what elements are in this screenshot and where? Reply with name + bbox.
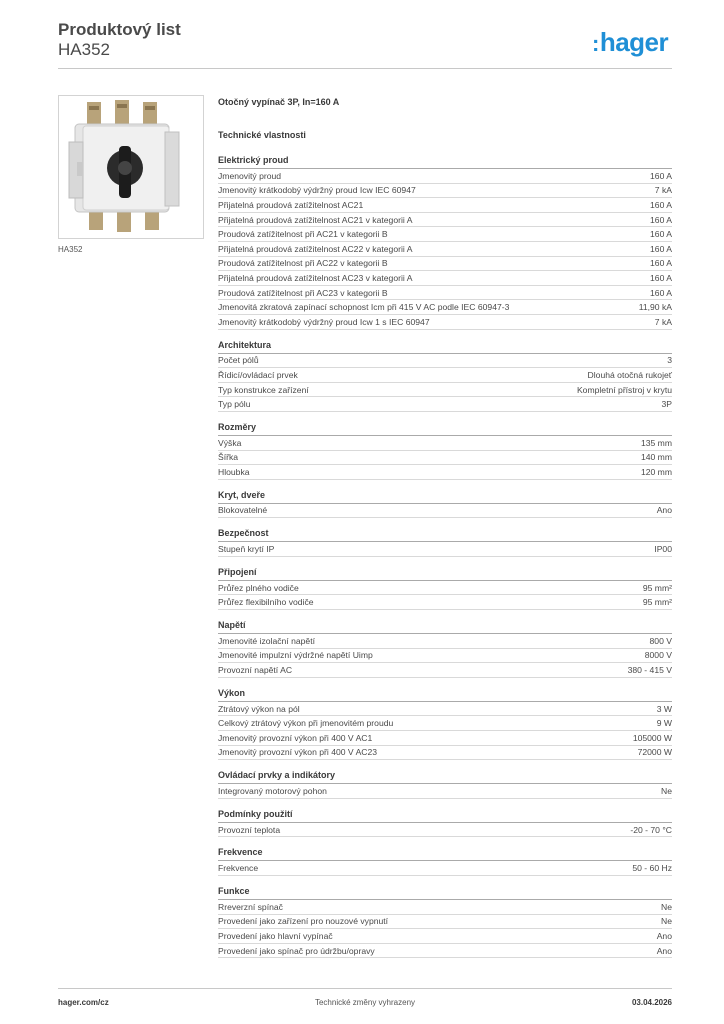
spec-row: [218, 784, 672, 799]
section-title: Elektrický proud: [218, 143, 672, 169]
spec-row: [218, 663, 672, 678]
spec-value: 105000 W: [632, 732, 672, 743]
spec-row: [218, 451, 672, 466]
spec-row: [218, 184, 672, 199]
section-title: Architektura: [218, 330, 672, 354]
spec-value: 160 A: [650, 229, 672, 240]
spec-label: Počet pólů: [218, 355, 259, 366]
spec-value: Ano: [656, 505, 672, 516]
spec-value: 135 mm: [640, 437, 672, 448]
product-image: [58, 95, 204, 239]
switch-illustration-icon: [59, 96, 203, 238]
spec-row: [218, 542, 672, 557]
spec-label: Proudová zatížitelnost při AC21 v kategorii B: [218, 229, 388, 240]
spec-label: Výška: [218, 437, 242, 448]
spec-label: Jmenovité izolační napětí: [218, 635, 315, 646]
spec-label: Přijatelná proudová zatížitelnost AC21 v kategorii A: [218, 214, 413, 225]
hager-logo: [592, 28, 668, 58]
footer-date: 03.04.2026: [631, 998, 672, 1007]
logo-text: hager: [599, 27, 669, 57]
spec-row: [218, 368, 672, 383]
spec-row: [218, 944, 672, 959]
spec-value: 140 mm: [640, 452, 672, 463]
spec-value: 11,90 kA: [638, 302, 672, 313]
spec-row: [218, 213, 672, 228]
spec-row: [218, 716, 672, 731]
spec-row: [218, 823, 672, 838]
section-title: Podmínky použití: [218, 799, 672, 823]
product-description: Otočný vypínač 3P, In=160 A: [218, 97, 340, 107]
section-title: Kryt, dveře: [218, 480, 672, 504]
spec-label: Průřez flexibilního vodiče: [218, 597, 314, 608]
section-title: Rozměry: [218, 412, 672, 436]
spec-value: 800 V: [649, 635, 672, 646]
spec-row: [218, 595, 672, 610]
spec-row: [218, 315, 672, 330]
spec-label: Proudová zatížitelnost při AC22 v kategorii B: [218, 258, 388, 269]
spec-value: 7 kA: [654, 316, 672, 327]
spec-label: Blokovatelné: [218, 505, 268, 516]
section-title: Ovládací prvky a indikátory: [218, 760, 672, 784]
spec-value: -20 - 70 °C: [630, 824, 672, 835]
spec-value: 160 A: [650, 170, 672, 181]
spec-value: 9 W: [656, 718, 672, 729]
spec-label: Šířka: [218, 452, 239, 463]
footer-divider: [58, 988, 672, 989]
spec-row: [218, 746, 672, 761]
spec-row: [218, 300, 672, 315]
spec-value: 160 A: [650, 214, 672, 225]
spec-row: [218, 929, 672, 944]
spec-value: 380 - 415 V: [627, 665, 672, 676]
spec-value: 8000 V: [644, 650, 672, 661]
page-title: Produktový list: [58, 20, 181, 39]
spec-label: Jmenovitá zkratová zapínací schopnost Icm při 415 V AC podle IEC 60947-3: [218, 302, 510, 313]
spec-value: Ano: [656, 930, 672, 941]
spec-label: Rreverzní spínač: [218, 901, 283, 912]
spec-row: [218, 504, 672, 519]
spec-value: Ne: [661, 916, 672, 927]
spec-value: 160 A: [650, 199, 672, 210]
spec-label: Jmenovitý proud: [218, 170, 282, 181]
spec-row: [218, 383, 672, 398]
technical-features-heading: Technické vlastnosti: [218, 130, 306, 140]
spec-label: Frekvence: [218, 863, 259, 874]
spec-label: Přijatelná proudová zatížitelnost AC23 v kategorii A: [218, 272, 413, 283]
spec-label: Jmenovitý provozní výkon při 400 V AC23: [218, 747, 378, 758]
spec-label: Ztrátový výkon na pól: [218, 703, 300, 714]
spec-content: [218, 96, 672, 958]
page-header: [58, 20, 181, 60]
spec-row: [218, 242, 672, 257]
logo-colon-icon: :: [592, 31, 599, 56]
spec-row: [218, 354, 672, 369]
spec-label: Přijatelná proudová zatížitelnost AC22 v kategorii A: [218, 243, 413, 254]
footer-note: Technické změny vyhrazeny: [314, 998, 416, 1007]
section-title: Bezpečnost: [218, 518, 672, 542]
section-title: Frekvence: [218, 837, 672, 861]
spec-label: Jmenovitý krátkodobý výdržný proud Icw IEC 60947: [218, 185, 416, 196]
spec-value: Dlouhá otočná rukojeť: [587, 369, 672, 380]
spec-row: [218, 286, 672, 301]
spec-value: 120 mm: [640, 466, 672, 477]
spec-row: [218, 227, 672, 242]
spec-row: [218, 649, 672, 664]
spec-value: 3 W: [656, 703, 672, 714]
spec-row: [218, 397, 672, 412]
spec-value: 72000 W: [637, 747, 672, 758]
image-caption: HA352: [58, 245, 83, 254]
spec-value: 50 - 60 Hz: [632, 863, 672, 874]
spec-label: Provozní teplota: [218, 824, 281, 835]
spec-value: 3P: [661, 399, 672, 410]
spec-label: Průřez plného vodiče: [218, 582, 299, 593]
spec-value: Ano: [656, 945, 672, 956]
spec-row: [218, 198, 672, 213]
spec-label: Typ pólu: [218, 399, 251, 410]
spec-label: Jmenovité impulzní výdržné napětí Uimp: [218, 650, 373, 661]
spec-value: Ne: [661, 901, 672, 912]
spec-value: IP00: [654, 544, 672, 555]
header-divider: [58, 68, 672, 69]
spec-row: [218, 257, 672, 272]
spec-label: Proudová zatížitelnost při AC23 v kategorii B: [218, 287, 388, 298]
spec-row: [218, 581, 672, 596]
spec-row: [218, 915, 672, 930]
spec-row: [218, 731, 672, 746]
spec-label: Integrovaný motorový pohon: [218, 786, 327, 797]
spec-row: [218, 634, 672, 649]
section-title: Výkon: [218, 678, 672, 702]
spec-label: Hloubka: [218, 466, 250, 477]
spec-label: Provedení jako hlavní vypínač: [218, 930, 333, 941]
spec-label: Jmenovitý provozní výkon při 400 V AC1: [218, 732, 373, 743]
spec-row: [218, 436, 672, 451]
spec-row: [218, 702, 672, 717]
spec-label: Provedení jako zařízení pro nouzové vypnutí: [218, 916, 389, 927]
section-title: Připojení: [218, 557, 672, 581]
product-code: HA352: [58, 40, 110, 59]
spec-value: 160 A: [650, 272, 672, 283]
spec-sections: [218, 143, 672, 958]
spec-value: Kompletní přístroj v krytu: [576, 384, 672, 395]
spec-label: Přijatelná proudová zatížitelnost AC21: [218, 199, 364, 210]
spec-row: [218, 271, 672, 286]
spec-row: [218, 465, 672, 480]
spec-label: Řídicí/ovládací prvek: [218, 369, 298, 380]
spec-value: 160 A: [650, 287, 672, 298]
spec-label: Provedení jako spínač pro údržbu/opravy: [218, 945, 375, 956]
section-title: Funkce: [218, 876, 672, 900]
spec-value: 160 A: [650, 258, 672, 269]
section-title: Napětí: [218, 610, 672, 634]
spec-label: Celkový ztrátový výkon při jmenovitém proudu: [218, 718, 394, 729]
spec-label: Stupeň krytí IP: [218, 544, 275, 555]
spec-value: 7 kA: [654, 185, 672, 196]
spec-row: [218, 169, 672, 184]
spec-row: [218, 900, 672, 915]
spec-value: 95 mm²: [642, 582, 672, 593]
spec-label: Typ konstrukce zařízení: [218, 384, 309, 395]
spec-value: Ne: [661, 786, 672, 797]
spec-row: [218, 861, 672, 876]
spec-value: 95 mm²: [642, 597, 672, 608]
footer-website[interactable]: hager.com/cz: [58, 998, 109, 1007]
spec-value: 160 A: [650, 243, 672, 254]
spec-label: Jmenovitý krátkodobý výdržný proud Icw 1 s IEC 60947: [218, 316, 430, 327]
spec-value: 3: [667, 355, 672, 366]
spec-label: Provozní napětí AC: [218, 665, 293, 676]
